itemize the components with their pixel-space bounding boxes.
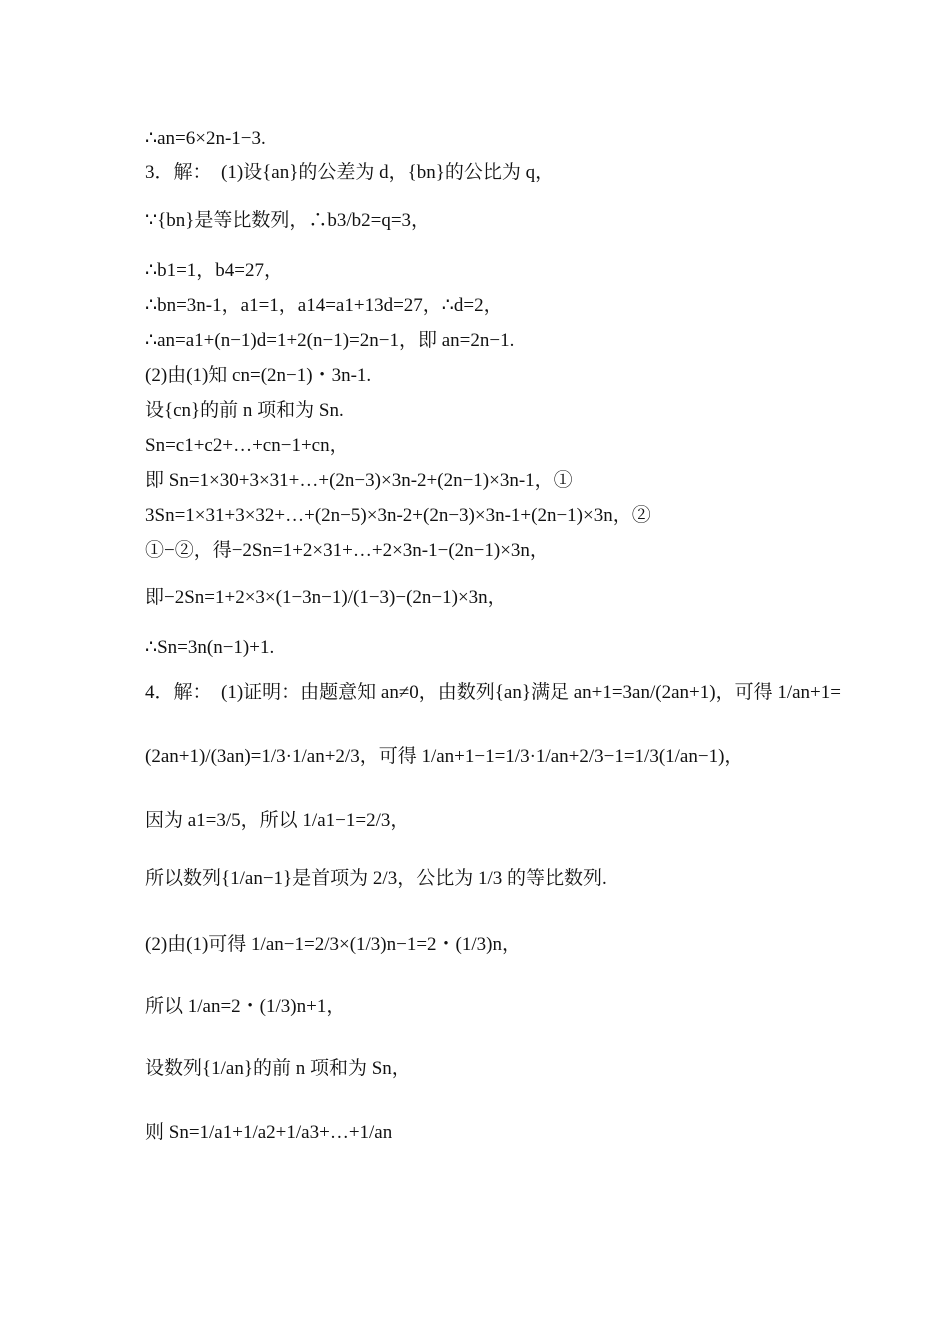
line-7: (2)由(1)知 cn=(2n−1)・3n-1. (145, 365, 372, 386)
line-14: ∴Sn=3n(n−1)+1. (145, 637, 275, 658)
line-5: ∴bn=3n-1，a1=1，a14=a1+13d=27，∴d=2， (145, 295, 503, 316)
line-19: (2)由(1)可得 1/an−1=2/3×(1/3)n−1=2・(1/3)n， (145, 934, 521, 955)
line-20: 所以 1/an=2・(1/3)n+1， (145, 996, 346, 1017)
line-18: 所以数列{1/an−1}是首项为 2/3，公比为 1/3 的等比数列. (145, 868, 607, 889)
line-17: 因为 a1=3/5，所以 1/a1−1=2/3， (145, 810, 410, 831)
line-15: 4．解： (1)证明：由题意知 an≠0，由数列{an}满足 an+1=3an/(2an+1)，可得 1/an+1= (145, 682, 841, 703)
line-4: ∴b1=1，b4=27， (145, 260, 284, 281)
line-6: ∴an=a1+(n−1)d=1+2(n−1)=2n−1，即 an=2n−1. (145, 330, 515, 351)
line-22: 则 Sn=1/a1+1/a2+1/a3+…+1/an (145, 1122, 393, 1143)
line-3: ∵{bn}是等比数列，∴b3/b2=q=3， (145, 210, 431, 231)
line-10: 即 Sn=1×30+3×31+…+(2n−3)×3n-2+(2n−1)×3n-1，① (145, 470, 573, 491)
line-12: ①−②，得−2Sn=1+2×31+…+2×3n-1−(2n−1)×3n， (145, 540, 549, 561)
line-9: Sn=c1+c2+…+cn−1+cn， (145, 435, 349, 456)
line-8: 设{cn}的前 n 项和为 Sn. (145, 400, 344, 421)
line-21: 设数列{1/an}的前 n 项和为 Sn， (145, 1058, 411, 1079)
line-1: ∴an=6×2n-1−3. (145, 128, 266, 149)
line-16: (2an+1)/(3an)=1/3·1/an+2/3，可得 1/an+1−1=1/3·1/an+2/3−1=1/3(1/an−1)， (145, 746, 744, 767)
line-2: 3．解： (1)设{an}的公差为 d，{bn}的公比为 q， (145, 162, 555, 183)
line-13: 即−2Sn=1+2×3×(1−3n−1)/(1−3)−(2n−1)×3n， (145, 587, 507, 608)
line-11: 3Sn=1×31+3×32+…+(2n−5)×3n-2+(2n−3)×3n-1+(2n−1)×3n，② (145, 505, 651, 526)
